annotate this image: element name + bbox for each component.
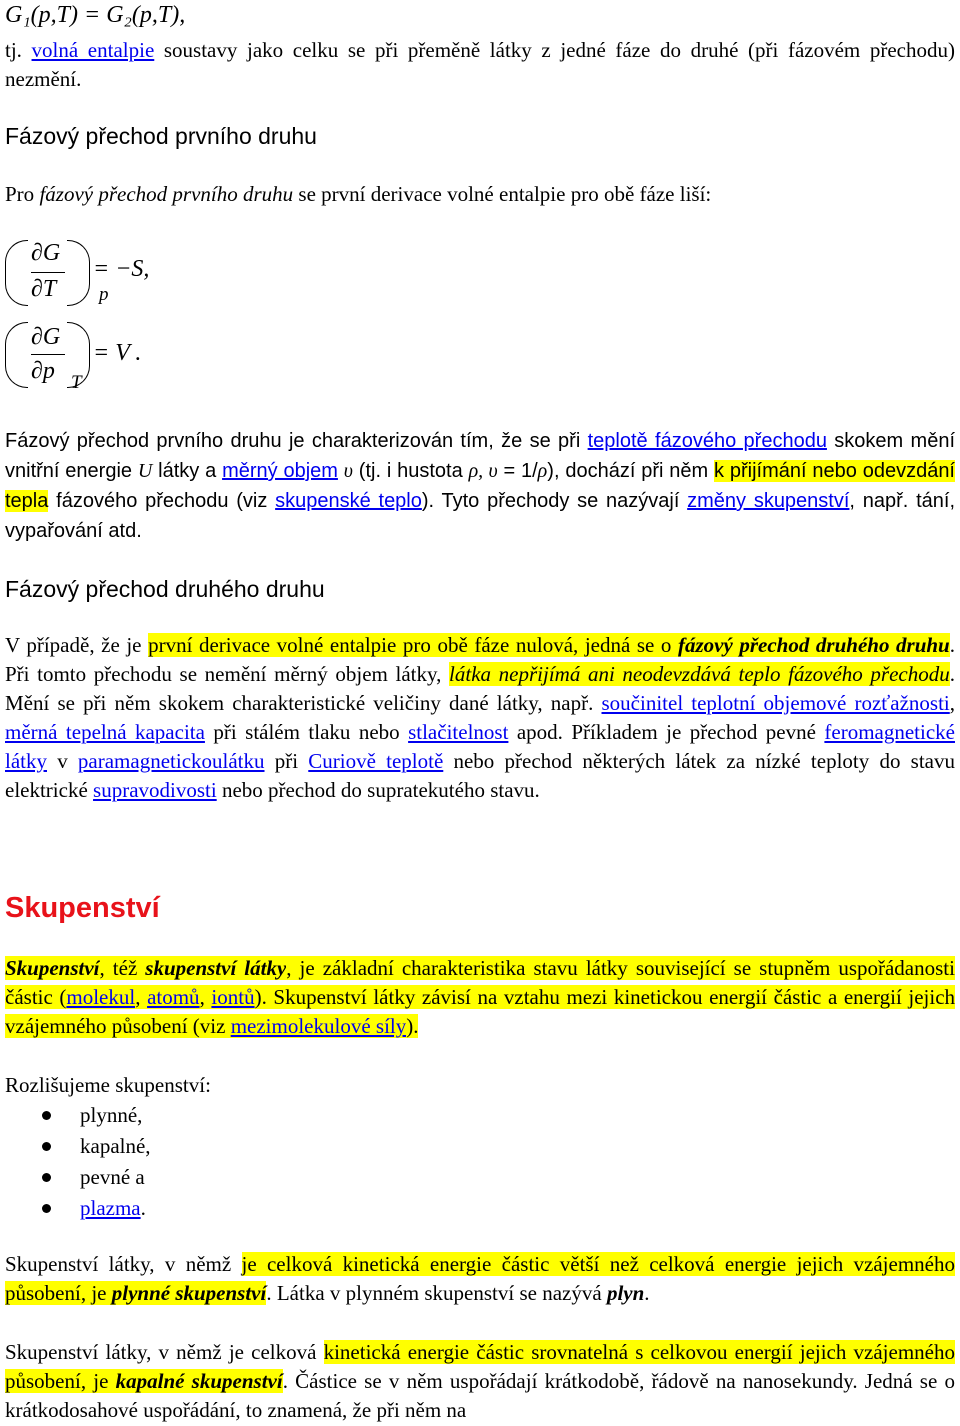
left-paren xyxy=(5,240,28,306)
eq1-rhs: = −S, xyxy=(93,256,150,282)
highlight-gas-definition: je celková kinetická energie částic větší než celková energie jejich vzájemného působení, je xyxy=(5,1252,955,1305)
link-paramagnetickou-latku[interactable]: paramagnetickoulátku xyxy=(77,749,265,773)
text: Skupenství látky, v němž je celková xyxy=(5,1340,324,1364)
skupenstvi-definition xyxy=(5,954,955,1041)
text: apod. Příkladem je přechod pevné xyxy=(508,720,825,744)
symbol-rho: ρ xyxy=(537,460,548,482)
text: . Částice se v něm uspořádají krátkodobě, řádově na nanosekundy. Jedná se o krátkodosahové uspořádání, to znamená, že při něm na xyxy=(5,1369,955,1422)
text: , např. tání, vypařování atd. xyxy=(5,490,956,542)
link-skupenske-teplo[interactable]: skupenské teplo xyxy=(275,490,422,512)
lead-suffix: se první derivace volné entalpie pro obě fáze liší: xyxy=(293,182,712,206)
second-order-paragraph xyxy=(5,631,955,805)
intro-suffix: soustavy jako celku se při přeměně látky z jedné fáze do druhé (při fázovém přechodu) nezmění. xyxy=(5,38,955,91)
text: . Mění se při něm skokem charakteristické veličiny dané látky, např. xyxy=(5,662,955,715)
lead-prefix: Pro xyxy=(5,182,40,206)
eq1-numerator: ∂G xyxy=(31,240,61,266)
term-skupenstvi-latky: skupenství látky xyxy=(145,956,287,980)
equation-dG-dT xyxy=(5,240,205,310)
highlight-heat: k přijímání nebo odevzdání tepla xyxy=(5,460,955,512)
text: . Při tomto přechodu se nemění měrný objem látky, xyxy=(5,633,955,686)
text: ), dochází při něm xyxy=(547,460,715,482)
lead-emphasis: fázový přechod prvního druhu xyxy=(39,182,294,206)
text: ). Tyto přechody se nazývají xyxy=(421,490,688,512)
list-item xyxy=(5,1193,605,1224)
section1-lead xyxy=(5,180,955,209)
eq2-fraction-bar xyxy=(31,354,65,355)
top-equation: G₁(p,T) = G₂(p,T), xyxy=(5,2,186,28)
text: , xyxy=(949,691,956,715)
phase-list xyxy=(5,1100,605,1224)
section-title-first-order: Fázový přechod prvního druhu xyxy=(5,123,317,149)
highlight-no-heat: látka nepřijímá ani neodevzdává teplo fázového přechodu xyxy=(449,662,950,686)
link-supravodivost[interactable]: supravodivosti xyxy=(93,778,217,802)
eq1-subscript: p xyxy=(99,284,109,305)
left-paren xyxy=(5,322,28,388)
term-plyn: plyn xyxy=(606,1281,645,1305)
link-molekul[interactable]: molekul xyxy=(66,985,136,1009)
symbol-U: U xyxy=(137,460,153,482)
text: = 1/ xyxy=(497,460,538,482)
text: nebo přechod některých látek za nízké teploty do stavu elektrické xyxy=(5,749,955,802)
first-order-paragraph xyxy=(5,426,955,546)
section-title-skupenstvi: Skupenství xyxy=(5,892,160,924)
text: ). xyxy=(406,1014,419,1038)
highlight-second-order-term: fázový přechod druhého druhu xyxy=(678,633,950,657)
eq2-denominator: ∂p xyxy=(31,358,55,384)
eq1-fraction-bar xyxy=(31,272,65,273)
right-paren xyxy=(67,240,90,306)
link-stlacitelnost[interactable]: stlačitelnost xyxy=(408,720,509,744)
eq2-subscript: T xyxy=(71,372,82,393)
list-item: pevné a xyxy=(5,1162,605,1193)
link-mezimolekulove-sily[interactable]: mezimolekulové síly xyxy=(230,1014,407,1038)
link-plazma[interactable]: plazma xyxy=(80,1196,141,1220)
text: . xyxy=(644,1281,650,1305)
equation-dG-dp xyxy=(5,322,205,392)
term-plynne-skupenstvi: plynné skupenství xyxy=(111,1281,267,1305)
list-intro: Rozlišujeme skupenství: xyxy=(5,1073,211,1097)
link-atomu[interactable]: atomů xyxy=(147,985,200,1009)
link-zmeny-skupenstvi[interactable]: změny skupenství xyxy=(687,490,850,512)
link-merny-objem[interactable]: měrný objem xyxy=(222,460,338,482)
text: , též xyxy=(99,956,146,980)
link-feromagneticke-latky[interactable]: feromagnetické látky xyxy=(5,720,955,773)
link-curiova-teplota[interactable]: Curiově teplotě xyxy=(308,749,444,773)
text: Fázový přechod prvního druhu je charakterizován tím, že se při xyxy=(5,430,588,452)
list-item: kapalné, xyxy=(5,1131,605,1162)
highlight-derivative: první derivace volné entalpie pro obě fáze nulová, jedná se o xyxy=(148,633,678,657)
eq2-rhs: = V . xyxy=(93,340,142,366)
text: . xyxy=(140,1196,146,1220)
liquid-paragraph xyxy=(5,1338,955,1425)
text: při stálém tlaku nebo xyxy=(204,720,409,744)
term-skupenstvi: Skupenství xyxy=(5,956,100,980)
symbol-upsilon: υ xyxy=(343,460,353,482)
text: (tj. i hustota xyxy=(352,460,469,482)
term-kapalne-skupenstvi: kapalné skupenství xyxy=(115,1369,283,1393)
link-volna-entalpie[interactable]: volná entalpie xyxy=(31,38,155,62)
link-soucinitel-roztaznosti[interactable]: součinitel teplotní objemové rozťažnosti xyxy=(601,691,950,715)
text: , je základní charakteristika stavu látky související se stupněm uspořádanosti částic ( xyxy=(5,956,955,1009)
text: V případě, že je xyxy=(5,633,149,657)
list-item: plynné, xyxy=(5,1100,605,1131)
text: v xyxy=(47,749,78,773)
link-merna-tepelna-kapacita[interactable]: měrná tepelná kapacita xyxy=(5,720,205,744)
symbol-rho-upsilon: ρ, υ xyxy=(468,460,498,482)
text: , xyxy=(135,985,148,1009)
text: . Látka v plynném skupenství se nazývá xyxy=(266,1281,607,1305)
eq1-denominator: ∂T xyxy=(31,276,57,302)
link-iontu[interactable]: iontů xyxy=(211,985,255,1009)
highlight-liquid-definition: kinetická energie částic srovnatelná s celkovou energií jejich vzájemného působení, je xyxy=(5,1340,955,1393)
text: Skupenství látky, v němž xyxy=(5,1252,242,1276)
text: skokem mění vnitřní energie xyxy=(5,430,956,482)
text: nebo přechod do supratekutého stavu. xyxy=(216,778,540,802)
text: fázového přechodu (viz xyxy=(48,490,276,512)
text: , xyxy=(199,985,212,1009)
text: při xyxy=(264,749,309,773)
gas-paragraph xyxy=(5,1250,955,1308)
link-teplota-fazoveho-prechodu[interactable]: teplotě fázového přechodu xyxy=(587,430,827,452)
section-title-second-order: Fázový přechod druhého druhu xyxy=(5,576,325,602)
text: ). Skupenství látky závisí na vztahu mezi kinetickou energií částic a energií jejich vzájemného působení (viz xyxy=(5,985,956,1038)
intro-paragraph xyxy=(5,36,955,94)
text: látky a xyxy=(152,460,223,482)
eq2-numerator: ∂G xyxy=(31,324,61,350)
intro-prefix: tj. xyxy=(5,38,32,62)
